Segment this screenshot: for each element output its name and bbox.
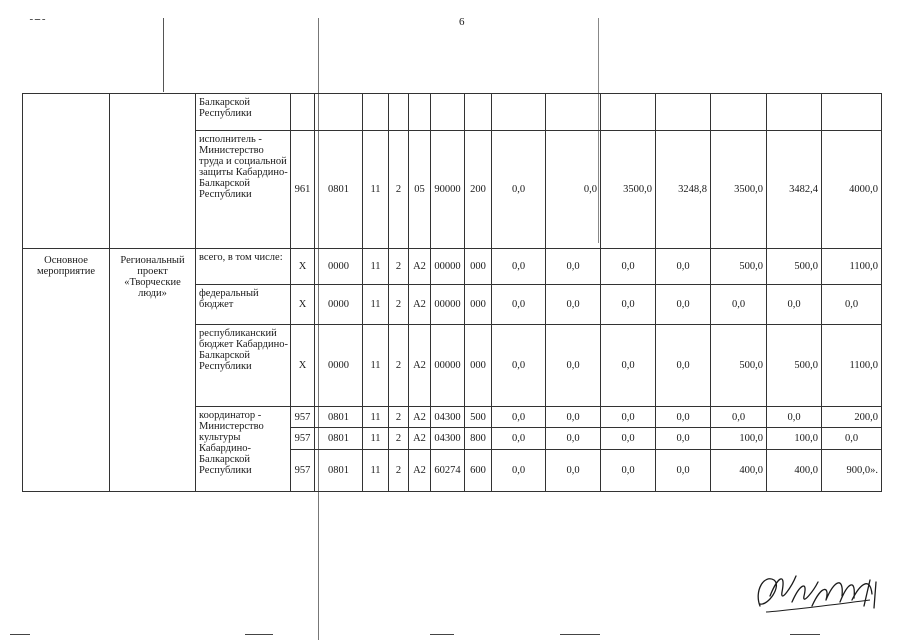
year7-cell: 1100,0 — [822, 249, 882, 285]
status-cell — [23, 94, 110, 249]
year1-cell: 0,0 — [492, 450, 546, 492]
code-cell: 04300 — [431, 428, 465, 450]
pgp-cell: 2 — [389, 325, 409, 407]
om-cell: А2 — [409, 428, 431, 450]
code-cell: 00000 — [431, 285, 465, 325]
year6-cell: 500,0 — [767, 325, 822, 407]
year1-cell: 0,0 — [492, 428, 546, 450]
year7-cell: 900,0». — [822, 450, 882, 492]
year6-cell: 0,0 — [767, 285, 822, 325]
name-cell — [110, 94, 196, 249]
vr-cell: 500 — [465, 407, 492, 428]
gp-cell: 11 — [363, 407, 389, 428]
year7-cell: 4000,0 — [822, 131, 882, 249]
year7-cell: 0,0 — [822, 285, 882, 325]
participant-cell: координатор - Министерство культуры Кабардино-Балкарской Республики — [196, 407, 291, 492]
vr-cell: 000 — [465, 325, 492, 407]
participant-cell: федеральный бюджет — [196, 285, 291, 325]
year2-cell: 0,0 — [546, 285, 601, 325]
year5-cell: 500,0 — [711, 249, 767, 285]
year3-cell: 0,0 — [601, 428, 656, 450]
grbs-cell: Х — [291, 249, 315, 285]
om-cell: 05 — [409, 131, 431, 249]
name-cell: Региональный проект «Творческие люди» — [110, 249, 196, 492]
vr-cell: 200 — [465, 131, 492, 249]
pgp-cell: 2 — [389, 407, 409, 428]
year5-cell: 100,0 — [711, 428, 767, 450]
year3-cell: 3500,0 — [601, 131, 656, 249]
rzpr-cell: 0801 — [315, 428, 363, 450]
om-cell: А2 — [409, 285, 431, 325]
year5-cell: 3500,0 — [711, 131, 767, 249]
year4-cell: 0,0 — [656, 285, 711, 325]
scan-bottom-edge — [0, 628, 905, 640]
year4-cell: 0,0 — [656, 450, 711, 492]
year2-cell: 0,0 — [546, 407, 601, 428]
year4-cell: 0,0 — [656, 249, 711, 285]
page-number: 6 — [459, 16, 465, 28]
year6-cell: 400,0 — [767, 450, 822, 492]
participant-cell: Балкарской Республики — [196, 94, 291, 131]
om-cell: А2 — [409, 407, 431, 428]
gp-cell: 11 — [363, 249, 389, 285]
year2-cell: 0,0 — [546, 450, 601, 492]
year6-cell: 0,0 — [767, 407, 822, 428]
code-cell: 60274 — [431, 450, 465, 492]
status-cell: Основное мероприятие — [23, 249, 110, 492]
vr-cell: 000 — [465, 249, 492, 285]
year5-cell: 0,0 — [711, 285, 767, 325]
grbs-cell: 957 — [291, 428, 315, 450]
pgp-cell: 2 — [389, 285, 409, 325]
pgp-cell: 2 — [389, 450, 409, 492]
vr-cell: 600 — [465, 450, 492, 492]
year3-cell: 0,0 — [601, 407, 656, 428]
grbs-cell: Х — [291, 325, 315, 407]
om-cell: А2 — [409, 450, 431, 492]
year1-cell: 0,0 — [492, 249, 546, 285]
year2-cell: 0,0 — [546, 131, 601, 249]
pgp-cell: 2 — [389, 428, 409, 450]
year6-cell: 3482,4 — [767, 131, 822, 249]
om-cell: А2 — [409, 249, 431, 285]
year4-cell: 0,0 — [656, 325, 711, 407]
grbs-cell: Х — [291, 285, 315, 325]
year2-cell: 0,0 — [546, 428, 601, 450]
year5-cell: 400,0 — [711, 450, 767, 492]
table-row — [23, 249, 882, 285]
year5-cell: 500,0 — [711, 325, 767, 407]
vr-cell: 800 — [465, 428, 492, 450]
table-row — [23, 94, 882, 131]
year3-cell: 0,0 — [601, 325, 656, 407]
gp-cell: 11 — [363, 285, 389, 325]
year4-cell: 0,0 — [656, 407, 711, 428]
gp-cell: 11 — [363, 450, 389, 492]
year5-cell: 0,0 — [711, 407, 767, 428]
budget-table — [22, 93, 882, 492]
year4-cell: 3248,8 — [656, 131, 711, 249]
signature-image — [752, 566, 882, 626]
year1-cell: 0,0 — [492, 407, 546, 428]
gp-cell: 11 — [363, 131, 389, 249]
pgp-cell: 2 — [389, 249, 409, 285]
rzpr-cell: 0000 — [315, 285, 363, 325]
vr-cell: 000 — [465, 285, 492, 325]
gp-cell: 11 — [363, 428, 389, 450]
rzpr-cell: 0801 — [315, 131, 363, 249]
year7-cell: 0,0 — [822, 428, 882, 450]
year7-cell: 200,0 — [822, 407, 882, 428]
code-cell: 00000 — [431, 325, 465, 407]
year4-cell: 0,0 — [656, 428, 711, 450]
rzpr-cell: 0801 — [315, 450, 363, 492]
year3-cell: 0,0 — [601, 285, 656, 325]
rzpr-cell: 0000 — [315, 249, 363, 285]
rzpr-cell: 0000 — [315, 325, 363, 407]
code-cell: 00000 — [431, 249, 465, 285]
year1-cell: 0,0 — [492, 325, 546, 407]
gp-cell: 11 — [363, 325, 389, 407]
participant-cell: всего, в том числе: — [196, 249, 291, 285]
year6-cell: 500,0 — [767, 249, 822, 285]
year3-cell: 0,0 — [601, 450, 656, 492]
year6-cell: 100,0 — [767, 428, 822, 450]
rzpr-cell: 0801 — [315, 407, 363, 428]
code-cell: 04300 — [431, 407, 465, 428]
pgp-cell: 2 — [389, 131, 409, 249]
grbs-cell: 957 — [291, 450, 315, 492]
year1-cell: 0,0 — [492, 131, 546, 249]
scan-corner-mark: ـ ــ ـ — [30, 12, 46, 22]
participant-cell: исполнитель - Министерство труда и социальной защиты Кабардино-Балкарской Республики — [196, 131, 291, 249]
year1-cell: 0,0 — [492, 285, 546, 325]
scan-line — [163, 18, 164, 92]
participant-cell: республиканский бюджет Кабардино-Балкарской Республики — [196, 325, 291, 407]
om-cell: А2 — [409, 325, 431, 407]
year3-cell: 0,0 — [601, 249, 656, 285]
code-cell: 90000 — [431, 131, 465, 249]
year2-cell: 0,0 — [546, 249, 601, 285]
year7-cell: 1100,0 — [822, 325, 882, 407]
grbs-cell: 961 — [291, 131, 315, 249]
year2-cell: 0,0 — [546, 325, 601, 407]
grbs-cell: 957 — [291, 407, 315, 428]
